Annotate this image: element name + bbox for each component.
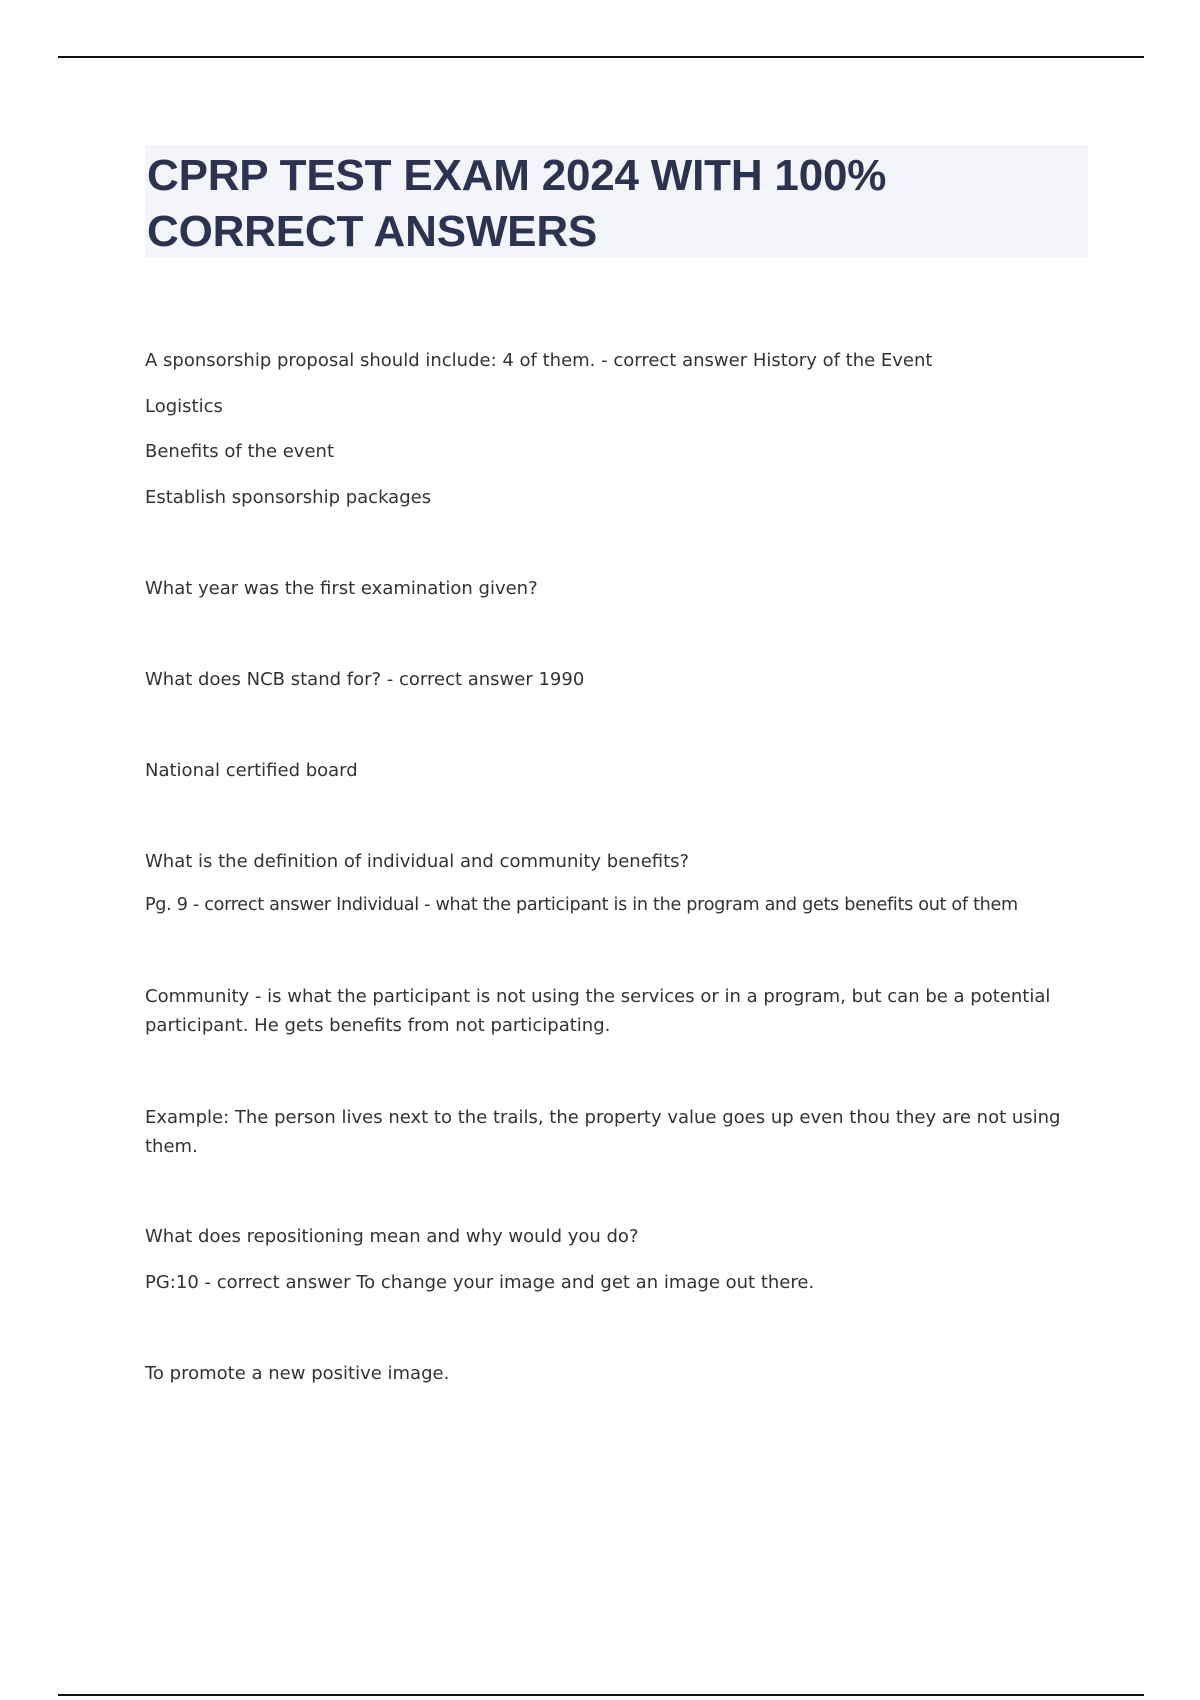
answer-community-benefits: Community - is what the participant is not using the services or in a program, but can be a potential participant. He gets benefits from not participating. (145, 986, 1051, 1036)
answer-logistics: Logistics (145, 396, 223, 417)
footer-divider (58, 1694, 1144, 1696)
answer-individual-benefits: Pg. 9 - correct answer Individual - what the participant is in the program and gets benefits out of them (145, 895, 1018, 915)
question-sponsorship-proposal: A sponsorship proposal should include: 4 of them. - correct answer History of the Event (145, 350, 933, 371)
header-divider (58, 56, 1144, 58)
answer-positive-image: To promote a new positive image. (145, 1363, 450, 1384)
answer-national-certified-board: National certified board (145, 760, 358, 781)
document-title (147, 148, 1087, 260)
answer-sponsorship-packages: Establish sponsorship packages (145, 487, 432, 508)
title-line-2: CORRECT ANSWERS (147, 207, 598, 256)
answer-benefits-of-event: Benefits of the event (145, 441, 334, 462)
question-first-examination-year: What year was the first examination given? (145, 578, 538, 599)
question-repositioning: What does repositioning mean and why would you do? (145, 1226, 639, 1247)
answer-change-image: PG:10 - correct answer To change your image and get an image out there. (145, 1272, 815, 1293)
question-benefits-definition: What is the definition of individual and community benefits? (145, 851, 690, 872)
title-line-1: CPRP TEST EXAM 2024 WITH 100% (147, 151, 887, 200)
answer-example: Example: The person lives next to the trails, the property value goes up even thou they are not using them. (145, 1107, 1061, 1157)
question-ncb-meaning: What does NCB stand for? - correct answer 1990 (145, 669, 585, 690)
